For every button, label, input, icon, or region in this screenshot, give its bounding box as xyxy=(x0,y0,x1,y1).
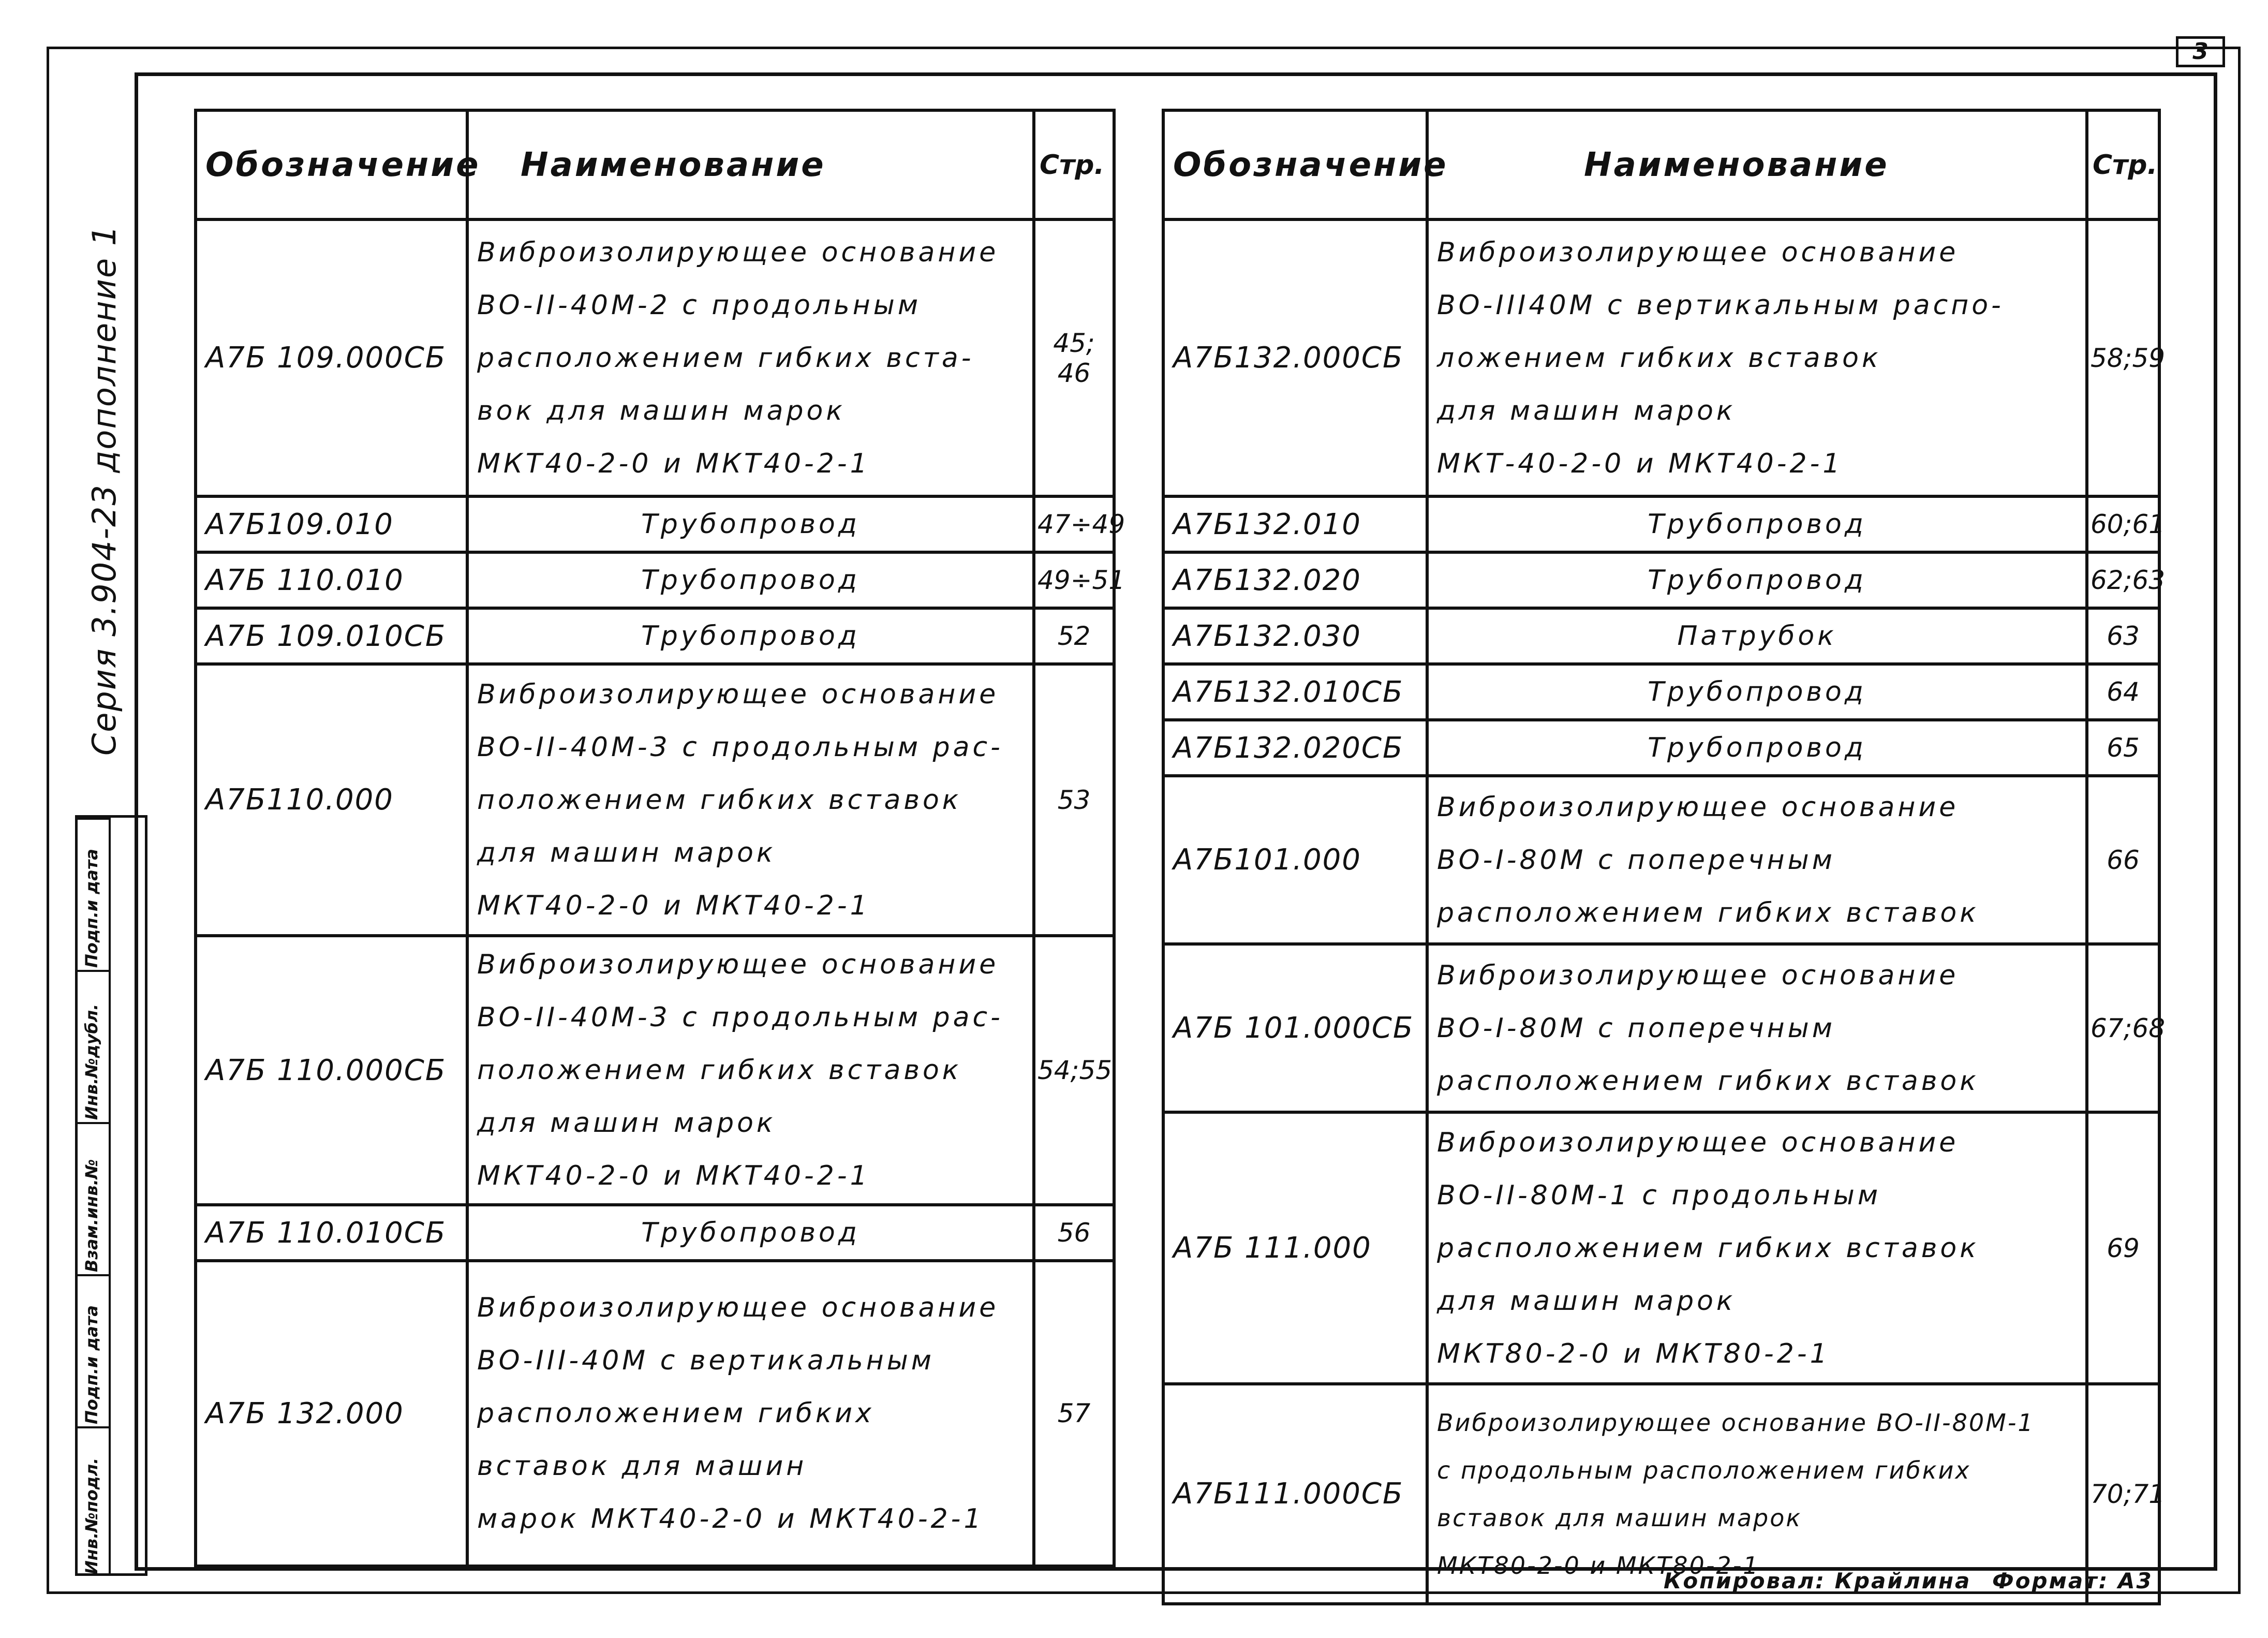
row-name: Трубопровод xyxy=(1427,496,2087,552)
row-code: А7Б109.010 xyxy=(196,496,467,552)
row-code: А7Б132.030 xyxy=(1163,608,1427,664)
row-code: А7Б110.000 xyxy=(196,664,467,936)
row-name: Виброизолирующее основание ВО-II-80М-1 с продольным расположением гибких вставок для машин марок МКТ80-2-0 и МКТ80-2-1 xyxy=(1427,1112,2087,1384)
copied-by: Копировал: Крайлина xyxy=(1664,1568,1971,1593)
table-row xyxy=(196,219,1114,496)
table-row xyxy=(1163,219,2159,496)
row-code: А7Б132.020 xyxy=(1163,552,1427,608)
row-page: 60;61 xyxy=(2087,496,2159,552)
sheet-number: 3 xyxy=(2176,36,2225,67)
table-row xyxy=(196,1261,1114,1566)
row-code: А7Б 110.010СБ xyxy=(196,1205,467,1261)
row-page: 58;59 xyxy=(2087,219,2159,496)
series-label: Серия 3.904-23 дополнение 1 xyxy=(85,224,123,756)
table-row xyxy=(1163,664,2159,720)
side-stamp xyxy=(75,815,147,1576)
table-row xyxy=(1163,1112,2159,1384)
table-row xyxy=(196,496,1114,552)
stamp-cell xyxy=(78,818,109,970)
table-header-row xyxy=(1163,110,2159,219)
row-name: Трубопровод xyxy=(467,496,1034,552)
left-index-table xyxy=(194,109,1125,1568)
side-stamp-column xyxy=(109,818,111,1573)
header-page: Стр. xyxy=(1034,110,1114,219)
row-name: Трубопровод xyxy=(467,608,1034,664)
row-name: Виброизолирующее основание ВО-III40М с вертикальным распо- ложением гибких вставок для машин марок МКТ-40-2-0 и МКТ40-2-1 xyxy=(1427,219,2087,496)
header-code: Обозначение xyxy=(1163,110,1427,219)
row-page: 56 xyxy=(1034,1205,1114,1261)
stamp-cell xyxy=(78,1122,109,1274)
row-page: 62;63 xyxy=(2087,552,2159,608)
stamp-label: Подп.и дата xyxy=(82,1305,101,1424)
row-page: 47÷49 xyxy=(1034,496,1114,552)
row-name: Виброизолирующее основание ВО-II-40М-3 с продольным рас- положением гибких вставок для машин марок МКТ40-2-0 и МКТ40-2-1 xyxy=(467,936,1034,1205)
row-code: А7Б132.000СБ xyxy=(1163,219,1427,496)
table-row xyxy=(196,552,1114,608)
row-name: Трубопровод xyxy=(1427,664,2087,720)
row-code: А7Б132.020СБ xyxy=(1163,720,1427,776)
header-page: Стр. xyxy=(2087,110,2159,219)
row-name: Трубопровод xyxy=(467,1205,1034,1261)
row-page: 66 xyxy=(2087,776,2159,944)
table-header-row xyxy=(196,110,1114,219)
table-row xyxy=(1163,552,2159,608)
row-page: 70;71 xyxy=(2087,1384,2159,1604)
row-name: Трубопровод xyxy=(467,552,1034,608)
table-row xyxy=(1163,776,2159,944)
stamp-label: Инв.№подл. xyxy=(82,1457,101,1574)
row-code: А7Б 111.000 xyxy=(1163,1112,1427,1384)
row-page: 45; 46 xyxy=(1034,219,1114,496)
stamp-label: Инв.№дубл. xyxy=(82,1004,101,1120)
table-row xyxy=(196,936,1114,1205)
stamp-cell xyxy=(78,1426,109,1576)
table-row xyxy=(1163,496,2159,552)
row-page: 53 xyxy=(1034,664,1114,936)
header-name: Наименование xyxy=(1427,110,2087,219)
row-name: Виброизолирующее основание ВО-I-80М с поперечным расположением гибких вставок xyxy=(1427,776,2087,944)
row-page: 65 xyxy=(2087,720,2159,776)
row-page: 57 xyxy=(1034,1261,1114,1566)
row-name: Виброизолирующее основание ВО-III-40М с вертикальным расположением гибких вставок для машин марок МКТ40-2-0 и МКТ40-2-1 xyxy=(467,1261,1034,1566)
stamp-cell xyxy=(78,1274,109,1426)
row-code: А7Б111.000СБ xyxy=(1163,1384,1427,1604)
row-code: А7Б132.010СБ xyxy=(1163,664,1427,720)
row-code: А7Б101.000 xyxy=(1163,776,1427,944)
row-code: А7Б 132.000 xyxy=(196,1261,467,1566)
stamp-label: Взам.инв.№ xyxy=(82,1159,101,1272)
row-code: А7Б 101.000СБ xyxy=(1163,944,1427,1112)
row-page: 69 xyxy=(2087,1112,2159,1384)
row-name: Трубопровод xyxy=(1427,720,2087,776)
row-code: А7Б 109.000СБ xyxy=(196,219,467,496)
row-name: Виброизолирующее основание ВО-II-80М-1 с продольным расположением гибких вставок для машин марок МКТ80-2-0 и МКТ80-2-1 xyxy=(1427,1384,2087,1604)
header-code: Обозначение xyxy=(196,110,467,219)
stamp-label: Подп.и дата xyxy=(82,848,101,968)
row-code: А7Б 109.010СБ xyxy=(196,608,467,664)
header-name: Наименование xyxy=(467,110,1034,219)
sheet-format: Формат: А3 xyxy=(1992,1568,2153,1593)
table-row xyxy=(1163,608,2159,664)
table-row xyxy=(196,1205,1114,1261)
row-name: Патрубок xyxy=(1427,608,2087,664)
row-code: А7Б 110.000СБ xyxy=(196,936,467,1205)
right-index-table xyxy=(1162,109,2166,1605)
row-page: 64 xyxy=(2087,664,2159,720)
row-code: А7Б132.010 xyxy=(1163,496,1427,552)
stamp-cell xyxy=(78,970,109,1122)
row-name: Виброизолирующее основание ВО-II-40М-2 с продольным расположением гибких вста- вок для машин марок МКТ40-2-0 и МКТ40-2-1 xyxy=(467,219,1034,496)
row-page: 54;55 xyxy=(1034,936,1114,1205)
table-row xyxy=(1163,944,2159,1112)
table-row xyxy=(1163,720,2159,776)
row-name: Виброизолирующее основание ВО-I-80М с поперечным расположением гибких вставок xyxy=(1427,944,2087,1112)
row-name: Трубопровод xyxy=(1427,552,2087,608)
table-row xyxy=(196,608,1114,664)
row-name: Виброизолирующее основание ВО-II-40М-3 с продольным рас- положением гибких вставок для машин марок МКТ40-2-0 и МКТ40-2-1 xyxy=(467,664,1034,936)
table-row xyxy=(196,664,1114,936)
row-page: 67;68 xyxy=(2087,944,2159,1112)
row-page: 63 xyxy=(2087,608,2159,664)
row-page: 49÷51 xyxy=(1034,552,1114,608)
row-code: А7Б 110.010 xyxy=(196,552,467,608)
row-page: 52 xyxy=(1034,608,1114,664)
